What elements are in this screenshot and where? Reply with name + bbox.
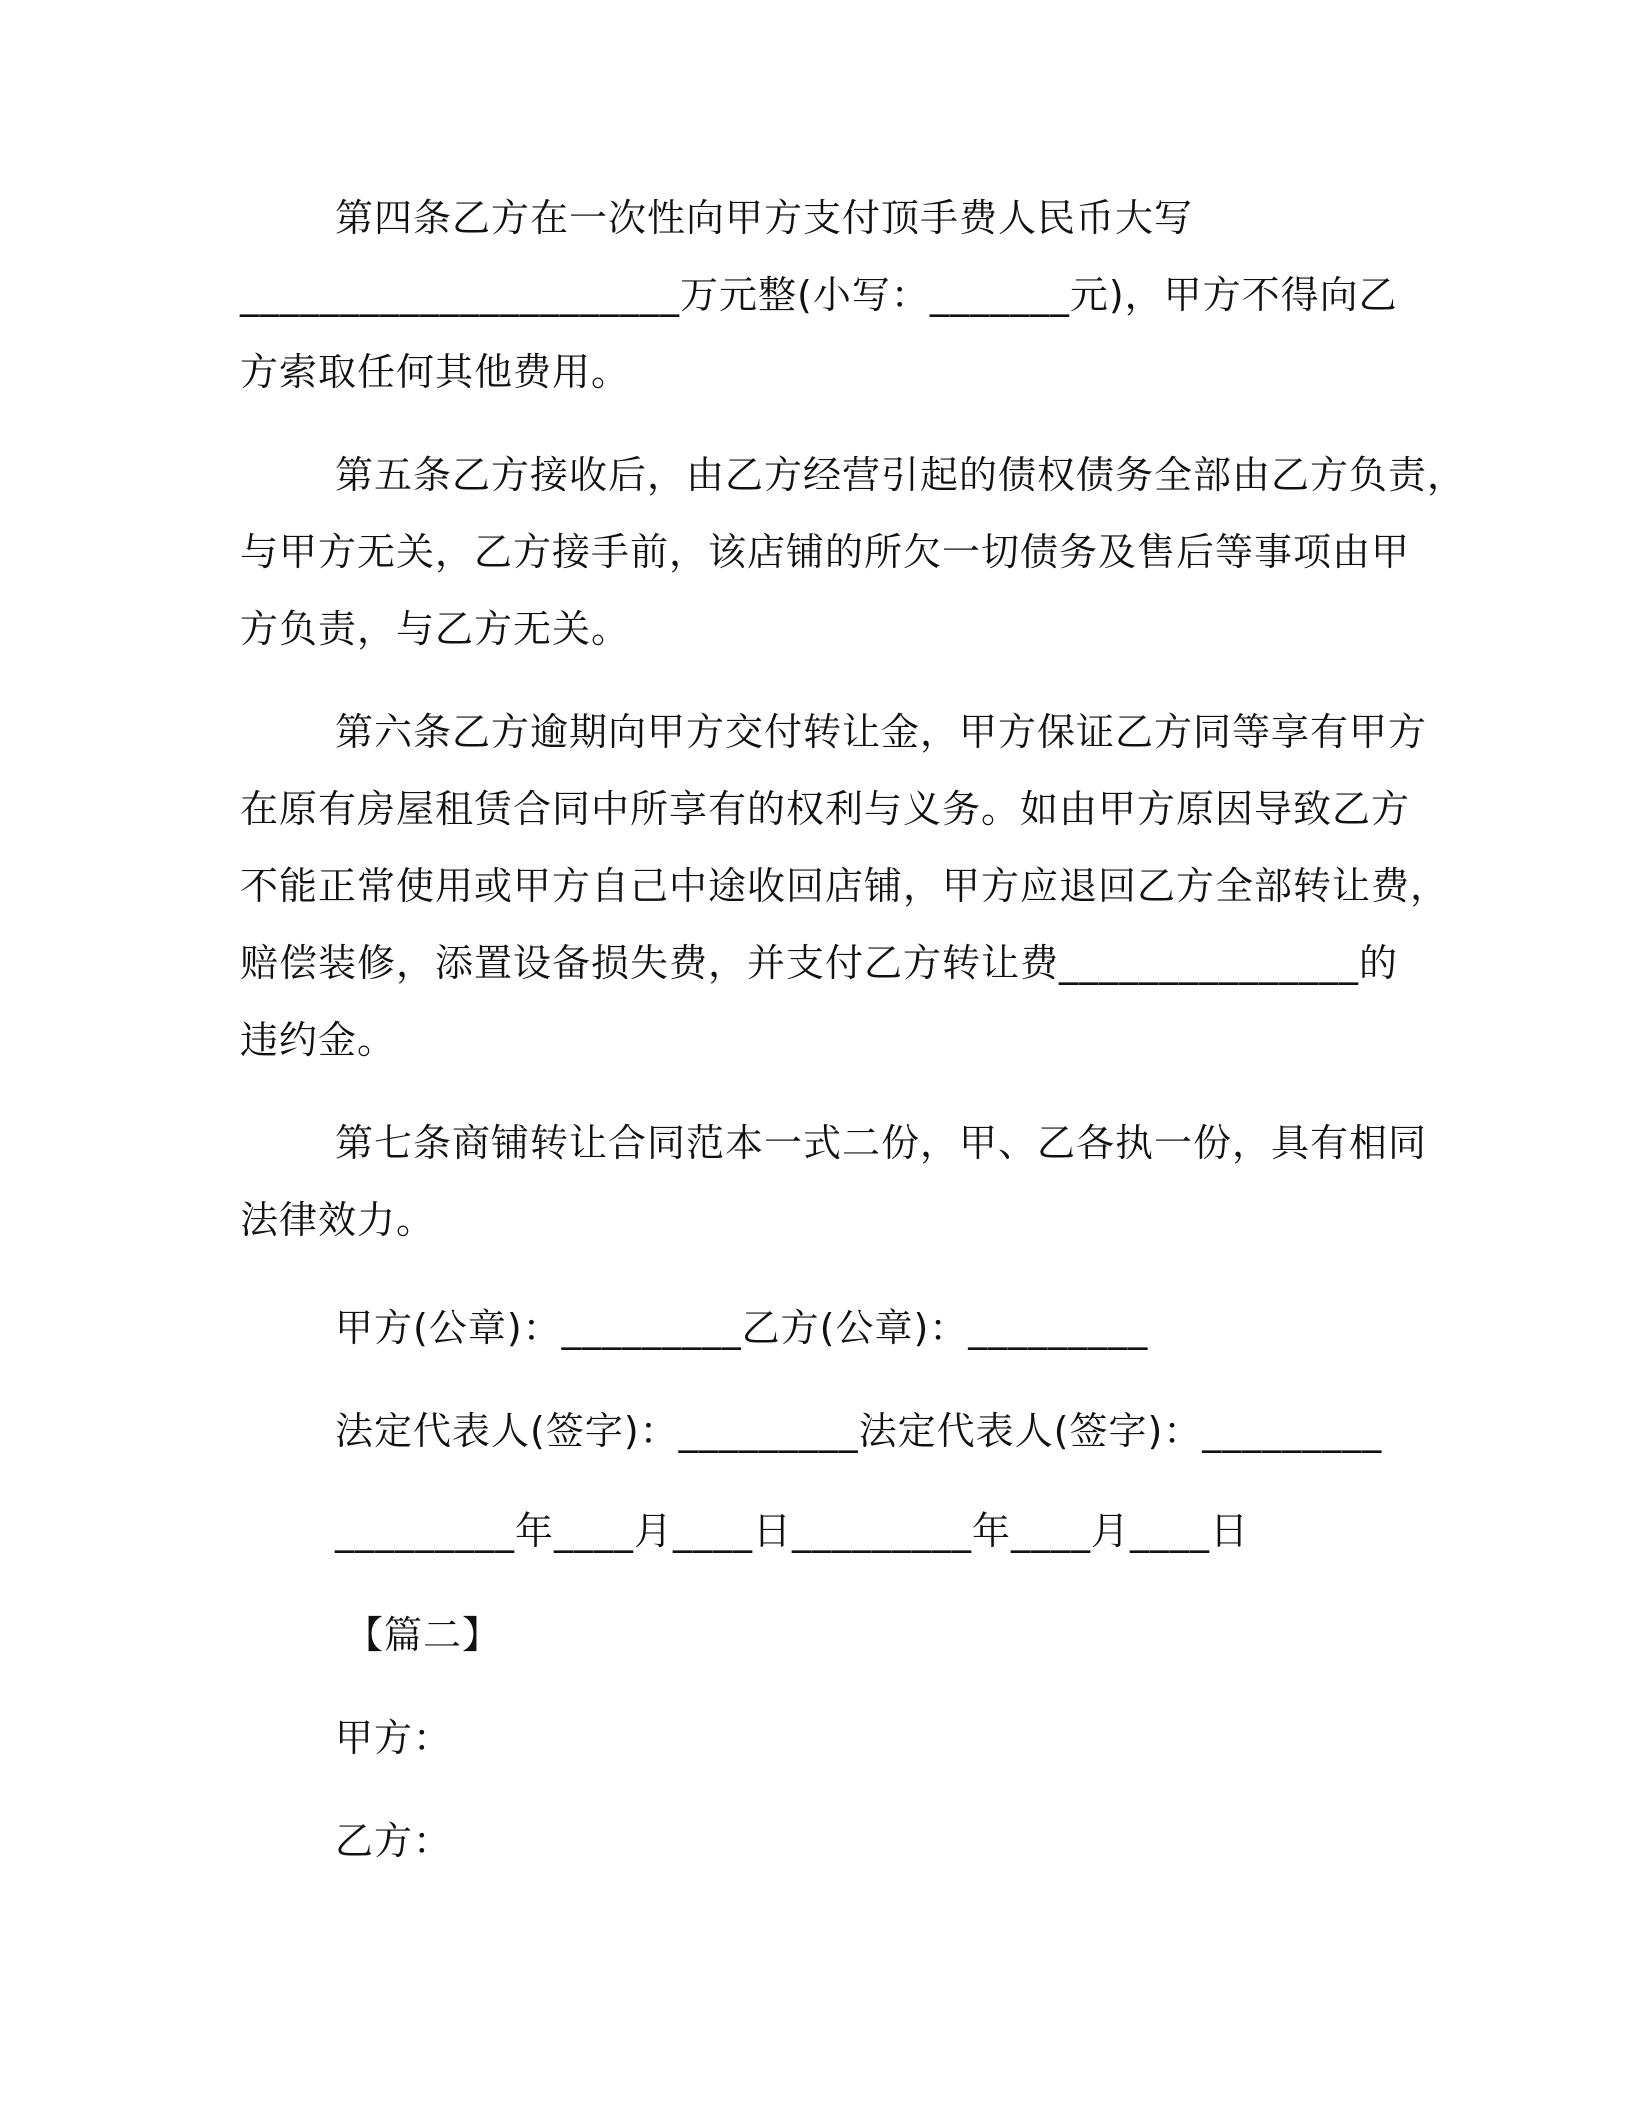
article-6-line-4: 赔偿装修，添置设备损失费，并支付乙方转让费_______________的 <box>240 941 1399 985</box>
article-6-line-1: 第六条乙方逾期向甲方交付转让金，甲方保证乙方同等享有甲方 <box>335 710 1428 754</box>
article-5-line-1: 第五条乙方接收后，由乙方经营引起的债权债务全部由乙方负责， <box>335 453 1467 497</box>
article-7-line-2: 法律效力。 <box>240 1198 436 1242</box>
seal-signature-line: 甲方(公章)：_________乙方(公章)：_________ <box>335 1306 1149 1350</box>
party-a-label: 甲方： <box>335 1716 453 1760</box>
article-6-line-2: 在原有房屋租赁合同中所享有的权利与义务。如由甲方原因导致乙方 <box>240 787 1411 831</box>
article-6-line-5: 违约金。 <box>240 1018 397 1062</box>
article-4-line-2: ______________________万元整(小写：_______元)，甲方不得向乙 <box>240 273 1398 317</box>
article-5-line-3: 方负责，与乙方无关。 <box>240 607 631 651</box>
article-7-line-1: 第七条商铺转让合同范本一式二份，甲、乙各执一份，具有相同 <box>335 1121 1428 1165</box>
party-b-label: 乙方： <box>335 1819 453 1863</box>
section-2-heading: 【篇二】 <box>345 1613 502 1657</box>
article-4-line-3: 方索取任何其他费用。 <box>240 350 631 394</box>
date-line: _________年____月____日_________年____月____日 <box>335 1509 1250 1553</box>
article-4-line-1: 第四条乙方在一次性向甲方支付顶手费人民币大写 <box>335 196 1194 240</box>
article-5-line-2: 与甲方无关，乙方接手前，该店铺的所欠一切债务及售后等事项由甲 <box>240 530 1411 574</box>
article-6-line-3: 不能正常使用或甲方自己中途收回店铺，甲方应退回乙方全部转让费， <box>240 864 1450 908</box>
representative-signature-line: 法定代表人(签字)：_________法定代表人(签字)：_________ <box>335 1409 1383 1453</box>
